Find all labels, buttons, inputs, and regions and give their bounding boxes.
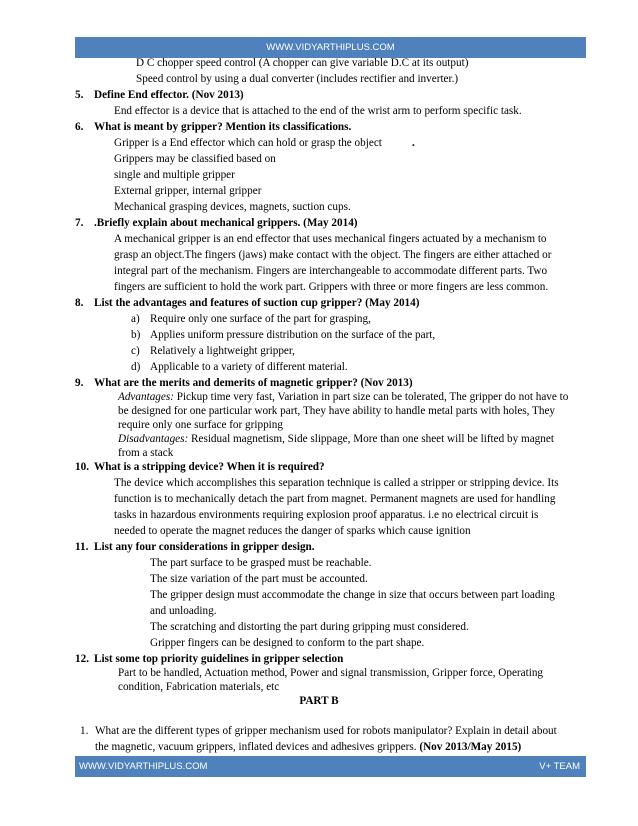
question-number: 8. [75, 297, 84, 309]
answer-line: function is to mechanically detach the part from magnet. Permanent magnets are used for handling [114, 493, 556, 505]
question-number: 1. [80, 725, 89, 737]
list-item: Applies uniform pressure distribution on the surface of the part, [150, 329, 436, 341]
disadvantages-label: Disadvantages: [118, 433, 189, 445]
answer-line: grasp an object.The fingers (jaws) make contact with the object. The fingers are either attached or [114, 249, 552, 261]
part-b-question-1-cont [95, 740, 521, 754]
list-marker: a) [131, 313, 140, 325]
question-10-title: What is a stripping device? When it is required? [94, 461, 325, 473]
answer-line: The gripper design must accommodate the change in size that occurs between part loading [150, 589, 555, 601]
question-number: 12. [75, 653, 89, 665]
question-number: 6. [75, 121, 84, 133]
answer-line: integral part of the mechanism. Fingers are interchangeable to accommodate different parts. Two [114, 265, 548, 277]
question-9-title: What are the merits and demerits of magnetic gripper? (Nov 2013) [94, 377, 413, 389]
answer-line: single and multiple gripper [114, 169, 235, 181]
question-number: 10. [75, 461, 89, 473]
list-item: Applicable to a variety of different material. [150, 361, 348, 373]
part-b-question-text: the magnetic, vacuum grippers, inflated devices and adhesives grippers. [95, 741, 417, 753]
answer-line: Gripper is a End effector which can hold or grasp the object [114, 137, 382, 149]
answer-line: Grippers may be classified based on [114, 153, 276, 165]
answer-line: fingers are sufficient to hold the work part. Grippers with three or more fingers are less common. [114, 281, 549, 293]
question-7-title: .Briefly explain about mechanical grippers. (May 2014) [94, 217, 358, 229]
part-b-question-1: What are the different types of gripper mechanism used for robots manipulator? Explain in detail about [95, 725, 557, 737]
advantages-label: Advantages: [118, 391, 174, 403]
answer-line: A mechanical gripper is an end effector that uses mechanical fingers actuated by a mechanism to [114, 233, 547, 245]
question-8-title: List the advantages and features of suction cup gripper? (May 2014) [94, 297, 420, 309]
list-marker: c) [131, 345, 140, 357]
answer-line: The scratching and distorting the part during gripping must considered. [150, 621, 469, 633]
answer-line: The size variation of the part must be accounted. [150, 573, 368, 585]
answer-line: External gripper, internal gripper [114, 185, 262, 197]
header-bar [75, 37, 586, 58]
stray-dot: . [412, 137, 415, 149]
list-marker: b) [131, 329, 141, 341]
answer-line: tasks in hazardous environments requiring explosion proof apparatus. i.e no electrical circuit is [114, 509, 539, 521]
answer-line [118, 390, 568, 404]
section-heading-part-b: PART B [299, 695, 339, 707]
answer-line: Gripper fingers can be designed to conform to the part shape. [150, 637, 425, 649]
question-number: 7. [75, 217, 84, 229]
answer-line: The part surface to be grasped must be reachable. [150, 557, 372, 569]
question-number: 5. [75, 89, 84, 101]
list-marker: d) [131, 361, 141, 373]
disadvantages-text: Residual magnetism, Side slippage, More than one sheet will be lifted by magnet [188, 433, 554, 445]
text-line: Speed control by using a dual converter (includes rectifier and inverter.) [136, 73, 459, 85]
footer-team-label: V+ TEAM [539, 761, 580, 772]
footer-bar [75, 756, 586, 777]
text-line: D C chopper speed control (A chopper can give variable D.C at its output) [136, 57, 469, 69]
list-item: Require only one surface of the part for grasping, [150, 313, 371, 325]
answer-line: Mechanical grasping devices, magnets, suction cups. [114, 201, 351, 213]
answer-line: require only one surface for gripping [118, 419, 283, 431]
footer-site-label: WWW.VIDYARTHIPLUS.COM [79, 761, 208, 772]
answer-line: The device which accomplishes this separation technique is called a stripper or stripping device. Its [114, 477, 559, 489]
list-item: Relatively a lightweight gripper, [150, 345, 295, 357]
answer-line: and unloading. [150, 605, 217, 617]
answer-line: needed to operate the magnet reduces the danger of sparks which cause ignition [114, 525, 471, 537]
advantages-text: Pickup time very fast, Variation in part size can be tolerated, The gripper do not have to [173, 391, 569, 403]
answer-line: be designed for one particular work part, They have ability to handle metal parts with holes, They [118, 405, 556, 417]
answer-line: from a stack [118, 447, 174, 459]
header-site-label: WWW.VIDYARTHIPLUS.COM [266, 42, 395, 53]
answer-line: Part to be handled, Actuation method, Power and signal transmission, Gripper force, Operating [118, 667, 544, 679]
answer-line: condition, Fabrication materials, etc [118, 681, 280, 693]
part-b-question-exam-dates: (Nov 2013/May 2015) [416, 741, 522, 753]
answer-line [118, 432, 554, 446]
question-number: 9. [75, 377, 84, 389]
question-number: 11. [75, 541, 89, 553]
question-11-title: List any four considerations in gripper design. [94, 541, 315, 553]
question-6-title: What is meant by gripper? Mention its classifications. [94, 121, 352, 133]
question-5-title: Define End effector. (Nov 2013) [94, 89, 244, 101]
question-12-title: List some top priority guidelines in gripper selection [94, 653, 344, 665]
answer-line: End effector is a device that is attached to the end of the wrist arm to perform specific task. [114, 105, 522, 117]
